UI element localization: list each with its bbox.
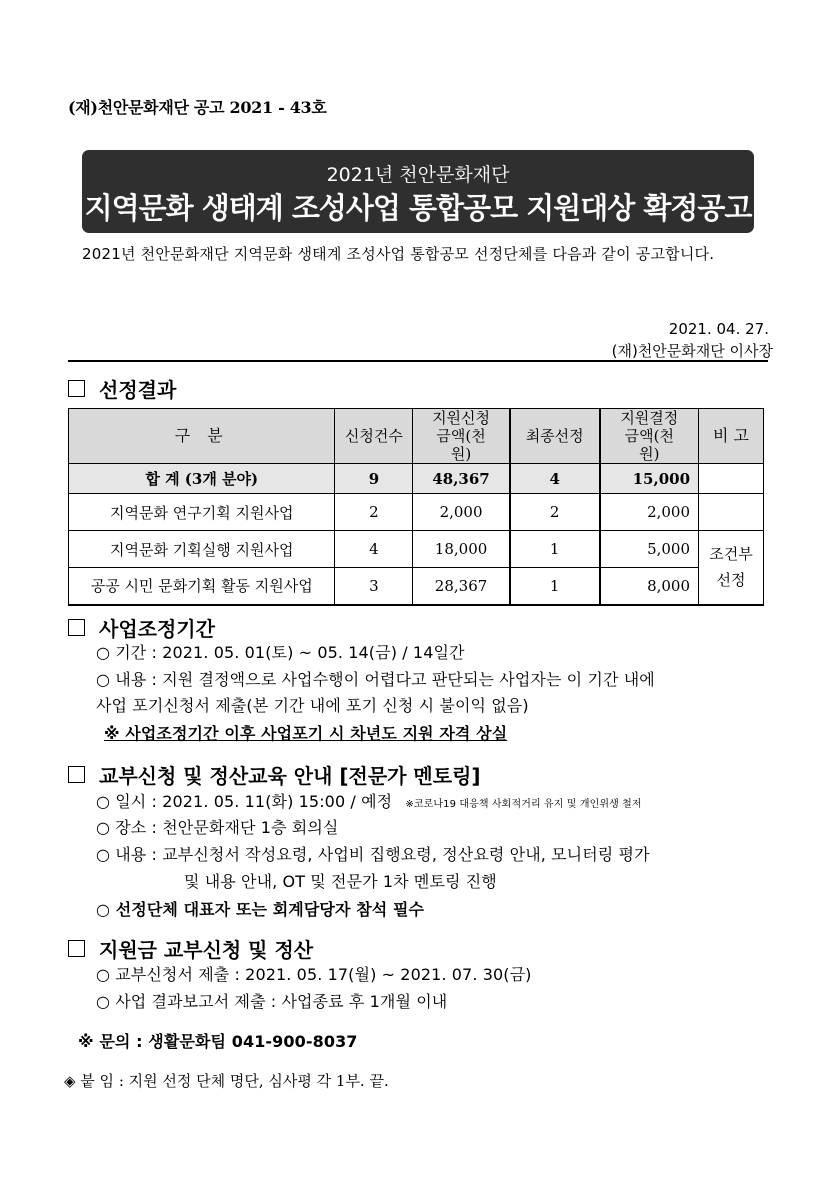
grant-report: ○ 사업 결과보고서 제출 : 사업종료 후 1개월 이내 [96, 992, 448, 1011]
header-category: 구 분 [69, 409, 335, 464]
notice-date: 2021. 04. 27. [668, 320, 769, 338]
checkbox-icon [68, 766, 85, 783]
attendance-required: ○ 선정단체 대표자 또는 회계담당자 참석 필수 [96, 900, 425, 919]
section-heading-education: 교부신청 및 정산교육 안내 [전문가 멘토링] [68, 760, 481, 789]
checkbox-icon [68, 619, 85, 636]
education-content: ○ 내용 : 교부신청서 작성요령, 사업비 집행요령, 정산요령 안내, 모니터링 평가 [96, 845, 650, 864]
header-selected: 최종선정 [510, 409, 600, 464]
header-applied: 신청건수 [335, 409, 413, 464]
title-banner [82, 150, 754, 233]
header-note: 비 고 [699, 409, 764, 464]
conditional-note: 조건부 선정 [699, 531, 764, 605]
intro-text: 2021년 천안문화재단 지역문화 생태계 조성사업 통합공모 선정단체를 다음과 같이 공고합니다. [82, 245, 715, 263]
notice-number: (재)천안문화재단 공고 2021 - 43호 [68, 98, 327, 117]
adjustment-content: ○ 내용 : 지원 결정액으로 사업수행이 어렵다고 판단되는 사업자는 이 기간 내에 [96, 670, 655, 689]
section-heading-adjustment: 사업조정기간 [68, 613, 215, 642]
education-when: ○ 일시 : 2021. 05. 11(화) 15:00 / 예정 ※코로나19 대응책 사회적거리 유지 및 개인위생 철저 [96, 792, 642, 811]
adjustment-content-cont: 사업 포기신청서 제출(본 기간 내에 포기 신청 시 불이익 없음) [96, 696, 529, 715]
grant-application: ○ 교부신청서 제출 : 2021. 05. 17(월) ~ 2021. 07. 30(금) [96, 965, 532, 984]
table-row: 지역문화 연구기획 지원사업 2 2,000 2 2,000 [69, 494, 764, 531]
banner-title: 지역문화 생태계 조성사업 통합공모 지원대상 확정공고 [84, 191, 752, 225]
attachment-note: ◈ 붙 임 : 지원 선정 단체 명단, 심사평 각 1부. 끝. [64, 1072, 389, 1090]
education-content-cont: 및 내용 안내, OT 및 전문가 1차 멘토링 진행 [184, 872, 497, 891]
table-row-total: 합 계 (3개 분야) 9 48,367 4 15,000 [69, 464, 764, 494]
divider [68, 360, 768, 362]
checkbox-icon [68, 940, 85, 957]
issuer: (재)천안문화재단 이사장 [611, 342, 773, 360]
header-amount: 지원신청 금액(천원) [413, 409, 510, 464]
contact-info: ※ 문의 : 생활문화팀 041-900-8037 [78, 1032, 358, 1051]
covid-note: ※코로나19 대응책 사회적거리 유지 및 개인위생 철저 [405, 799, 642, 810]
results-table [68, 408, 764, 606]
section-heading-results: 선정결과 [68, 374, 176, 403]
table-row: 공공 시민 문화기획 활동 지원사업 3 28,367 1 8,000 [69, 568, 764, 605]
header-decided: 지원결정 금액(천원) [600, 409, 699, 464]
adjustment-period: ○ 기간 : 2021. 05. 01(토) ~ 05. 14(금) / 14일간 [96, 643, 465, 662]
education-where: ○ 장소 : 천안문화재단 1층 회의실 [96, 818, 339, 837]
table-row: 지역문화 기획실행 지원사업 4 18,000 1 5,000 조건부 선정 [69, 531, 764, 568]
adjustment-warning: ※ 사업조정기간 이후 사업포기 시 차년도 지원 자격 상실 [104, 724, 508, 743]
banner-subtitle: 2021년 천안문화재단 [326, 164, 510, 186]
table-header-row [69, 409, 764, 464]
section-heading-grant: 지원금 교부신청 및 정산 [68, 934, 313, 963]
checkbox-icon [68, 380, 85, 397]
